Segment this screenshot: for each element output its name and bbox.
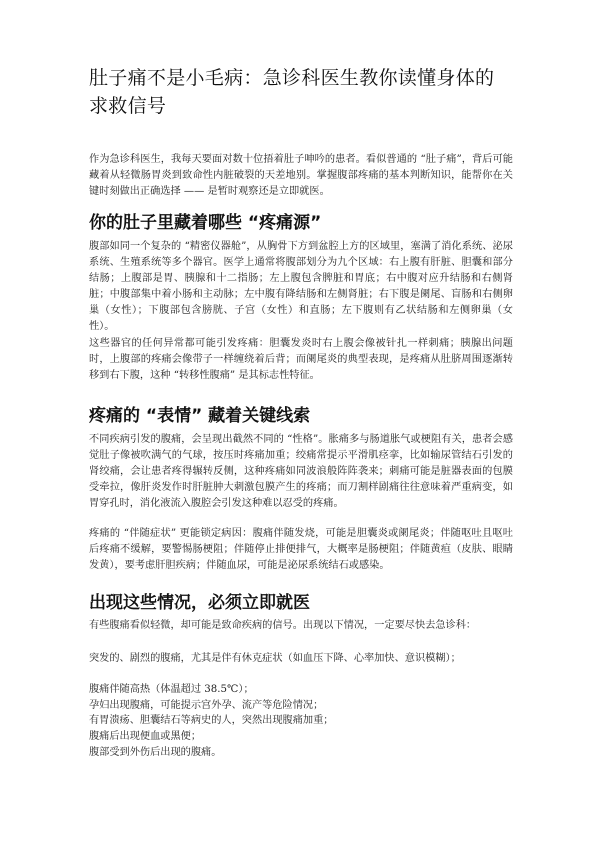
- section-heading-pain-expressions: 疼痛的 “表情” 藏着关键线索: [89, 406, 311, 426]
- section-heading-pain-sources: 你的肚子里藏着哪些 “疼痛源”: [89, 213, 322, 233]
- section-paragraph: 这些器官的任何异常都可能引发疼痛：胆囊发炎时右上腹会像被针扎一样刺痛；胰腺出问题时，上腹部的疼痛会像带子一样缠绕着后背；而阑尾炎的典型表现，是疼痛从肚脐周围逐渐转移到右下腹，这种 “转移性腹痛” 是其标志性特征。: [89, 338, 513, 382]
- list-item: 孕妇出现腹痛，可能提示宫外孕、流产等危险情况；: [89, 699, 324, 711]
- section-heading-seek-care: 出现这些情况，必须立即就医: [89, 593, 310, 613]
- list-item: 有胃溃疡、胆囊结石等病史的人，突然出现腹痛加重；: [89, 715, 334, 727]
- section-paragraph: 腹部如同一个复杂的 “精密仪器舱”，从胸骨下方到盆腔上方的区域里，塞满了消化系统、泌尿系统、生殖系统等多个器官。医学上通常将腹部划分为九个区域：右上腹有肝脏、胆囊和部分结肠；上腹部是胃、胰腺和十二指肠；左上腹包含脾脏和胃底；右中腹对应升结肠和右侧肾脏；中腹部集中着小肠和主动脉；左中腹有降结肠和左侧肾脏；右下腹是阑尾、盲肠和右侧卵巢（女性）；下腹部包含膀胱、子宫（女性）和直肠；左下腹则有乙状结肠和左侧卵巢（女性）。: [89, 241, 513, 333]
- section-paragraph: 不同疾病引发的腹痛，会呈现出截然不同的 “性格”。胀痛多与肠道胀气或梗阻有关，患者会感觉肚子像被吹满气的气球，按压时疼痛加重；绞痛常提示平滑肌痉挛，比如输尿管结石引发的肾绞痛，会让患者疼得辗转反侧，这种疼痛如同波浪般阵阵袭来；刺痛可能是脏器表面的包膜受牵拉，像肝炎发作时肝脏肿大刺激包膜产生的疼痛；而刀割样剧痛往往意味着严重病变，如胃穿孔时，消化液流入腹腔会引发这种难以忍受的疼痛。: [89, 434, 513, 510]
- list-item: 突发的、剧烈的腹痛，尤其是伴有休克症状（如血压下降、心率加快、意识模糊）；: [89, 653, 461, 664]
- section-paragraph: 疼痛的 “伴随症状” 更能锁定病因：腹痛伴随发烧，可能是胆囊炎或阑尾炎；伴随呕吐且呕吐后疼痛不缓解，要警惕肠梗阻；伴随停止排便排气，大概率是肠梗阻；伴随黄疸（皮肤、眼睛发黄），要考虑肝胆疾病；伴随血尿，可能是泌尿系统结石或感染。: [89, 528, 513, 572]
- list-item: 腹部受到外伤后出现的腹痛。: [89, 746, 222, 758]
- list-item: 腹痛后出现便血或黑便；: [89, 730, 202, 742]
- list-item: 腹痛伴随高热（体温超过 38.5℃）；: [89, 684, 254, 696]
- list-spacer: [89, 667, 513, 683]
- warning-list: [89, 651, 513, 760]
- intro-paragraph: 作为急诊科医生，我每天要面对数十位捂着肚子呻吟的患者。看似普通的 “肚子痛”，背后可能藏着从轻微肠胃炎到致命性内脏破裂的天差地别。掌握腹部疼痛的基本判断知识，能帮你在关键时刻做出正确选择 —— 是暂时观察还是立即就医。: [89, 154, 513, 198]
- article-title: 肚子痛不是小毛病：急诊科医生教你读懂身体的求救信号: [89, 67, 495, 117]
- section-paragraph: 有些腹痛看似轻微，却可能是致命疾病的信号。出现以下情况，一定要尽快去急诊科：: [89, 620, 477, 631]
